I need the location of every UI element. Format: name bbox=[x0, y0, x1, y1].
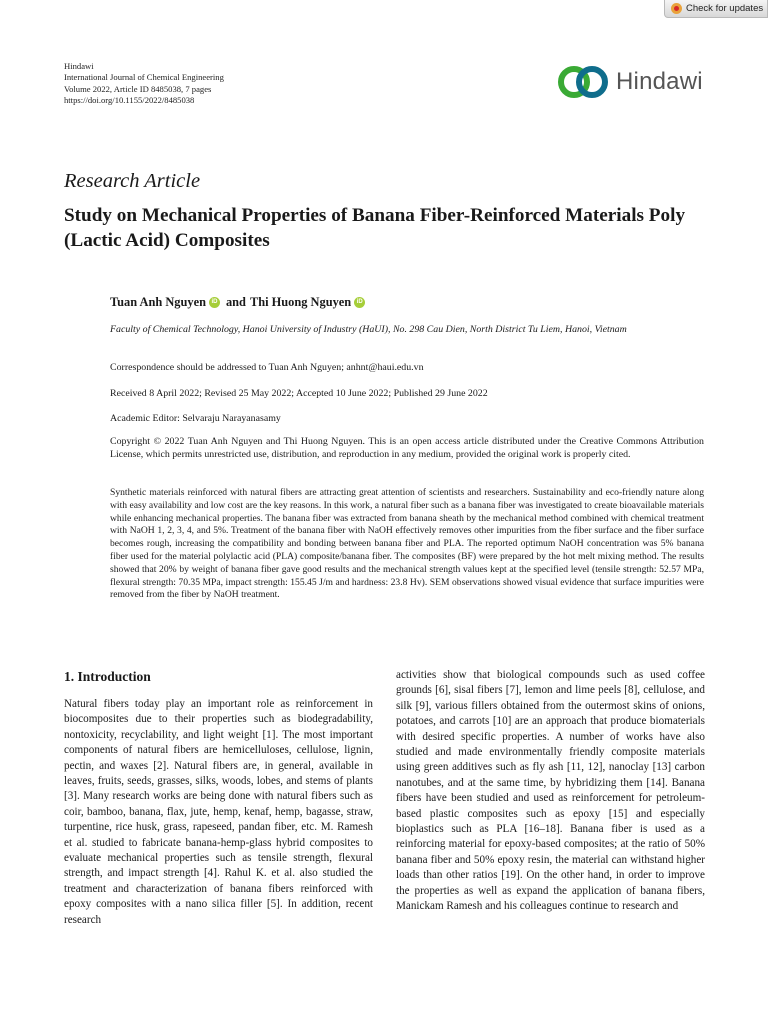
academic-editor: Academic Editor: Selvaraju Narayanasamy bbox=[110, 413, 281, 424]
check-for-updates-badge[interactable] bbox=[664, 0, 768, 18]
right-column bbox=[396, 668, 705, 915]
doi-link[interactable]: https://doi.org/10.1155/2022/8485038 bbox=[64, 94, 195, 105]
article-type: Research Article bbox=[64, 170, 201, 192]
article-title: Study on Mechanical Properties of Banana Fiber-Reinforced Materials Poly (Lactic Acid) Composites bbox=[64, 205, 686, 251]
orcid-icon[interactable]: iD bbox=[354, 297, 365, 308]
section-heading: 1. Introduction bbox=[64, 669, 151, 684]
hindawi-logo bbox=[556, 64, 703, 100]
publisher-name: Hindawi bbox=[64, 61, 94, 71]
left-column bbox=[64, 668, 373, 928]
author-list bbox=[110, 295, 369, 310]
crossmark-icon bbox=[671, 3, 682, 14]
check-for-updates-label: Check for updates bbox=[686, 3, 764, 14]
author-name[interactable]: Tuan Anh Nguyen bbox=[110, 295, 206, 309]
author-connector: and bbox=[225, 295, 246, 309]
affiliation: Faculty of Chemical Technology, Hanoi University of Industry (HaUI), No. 298 Cau Dien, North District Tu Liem, Hanoi, Vietnam bbox=[110, 324, 627, 335]
body-paragraph: activities show that biological compounds such as used coffee grounds [6], sisal fibers [7], lemon and lime peels [8], cellulose, and silk [9], various fillers obtained from the outermost skins of onions, potatoes, and carrots [10] are an approach that produce biomaterials with desired specific properties. A number of works have also studied and made environmentally friendly composite materials using green additives such as fly ash [11, 12], nanoclay [13] carbon nanotubes, and at the same time, by hybridizing them [14]. Banana fibers have been studied and used as reinforcement for petroleum-based plastic composites such as epoxy [15] and especially bioplastics such as PLA [16–18]. Banana fiber is used as a reinforcing material for epoxy-based composites; at the ratio of 50% banana fiber and 50% epoxy resin, the material can withstand higher loads than other ratios [19]. On the other hand, in order to improve the properties as well as expand the application of banana fibers, Manickam Ramesh and his colleagues continue to research and bbox=[396, 669, 705, 913]
author-name[interactable]: Thi Huong Nguyen bbox=[249, 295, 352, 309]
body-paragraph: Natural fibers today play an important role as reinforcement in biocomposites due to their properties such as biodegradability, nontoxicity, recyclability, and light weight [1]. The most important components of natural fibers are hemicelluloses, cellulose, lignin, pectin, and waxes [2]. Natural fibers are, in general, available in leaves, fruits, seeds, grasses, silks, woods, lobes, and stems of plants [3]. Many research works are being done with natural fibers such as coir, bamboo, banana, flax, jute, hemp, kenaf, hemp, bagasse, straw, turpentine, rice husk, grass, rapeseed, pandan fiber, etc. M. Ramesh et al. studied to fabricate banana-hemp-glass hybrid composites to evaluate mechanical properties such as tensile strength, flexural strength, and impact strength [4]. Rahul K. et al. also studied the treatment and characterization of banana fibers reinforced with epoxy composites with a nano silica filler [5]. In addition, recent research bbox=[64, 698, 373, 926]
hindawi-rings-icon bbox=[556, 64, 612, 100]
abstract: Synthetic materials reinforced with natural fibers are attracting great attention of scientists and researchers. Sustainability and eco-friendly nature along with easy availability and low cost are the key reasons. In this work, a natural fiber such as a banana fiber was investigated to create bioavailable materials while enhancing mechanical properties. The banana fiber was extracted from banana sheath by the mechanical method combined with chemical treatment with NaOH 1, 2, 3, 4, and 5%. Treatment of the banana fiber with NaOH effectively removes other impurities from the fiber surface and the fiber surface becomes rough, increasing the compatibility and bonding between banana fiber and PLA. The reported optimum NaOH concentration was 5% banana fiber used for the material polylactic acid (PLA) composite/banana fiber. The composites (BF) were prepared by the hot melt mixing method. The results showed that 20% by weight of banana fiber gave good results and the mechanical strength values kept at the specified level (tensile strength: 52.57 MPa, flexural strength: 70.35 MPa, impact strength: 155.45 J/m and hardness: 23.8 Hv). SEM observations showed visual evidence that surface impurities were removed from the fiber by NaOH treatment. bbox=[110, 487, 704, 601]
hindawi-logo-text: Hindawi bbox=[616, 68, 703, 95]
journal-meta bbox=[64, 61, 224, 106]
volume-info: Volume 2022, Article ID 8485038, 7 pages bbox=[64, 83, 212, 94]
publication-dates: Received 8 April 2022; Revised 25 May 2022; Accepted 10 June 2022; Published 29 June 2022 bbox=[110, 388, 488, 399]
copyright-notice: Copyright © 2022 Tuan Anh Nguyen and Thi Huong Nguyen. This is an open access article distributed under the Creative Commons Attribution License, which permits unrestricted use, distribution, and reproduction in any medium, provided the original work is properly cited. bbox=[110, 436, 704, 460]
orcid-icon[interactable]: iD bbox=[209, 297, 220, 308]
journal-name: International Journal of Chemical Engineering bbox=[64, 72, 224, 83]
correspondence: Correspondence should be addressed to Tuan Anh Nguyen; anhnt@haui.edu.vn bbox=[110, 362, 424, 373]
